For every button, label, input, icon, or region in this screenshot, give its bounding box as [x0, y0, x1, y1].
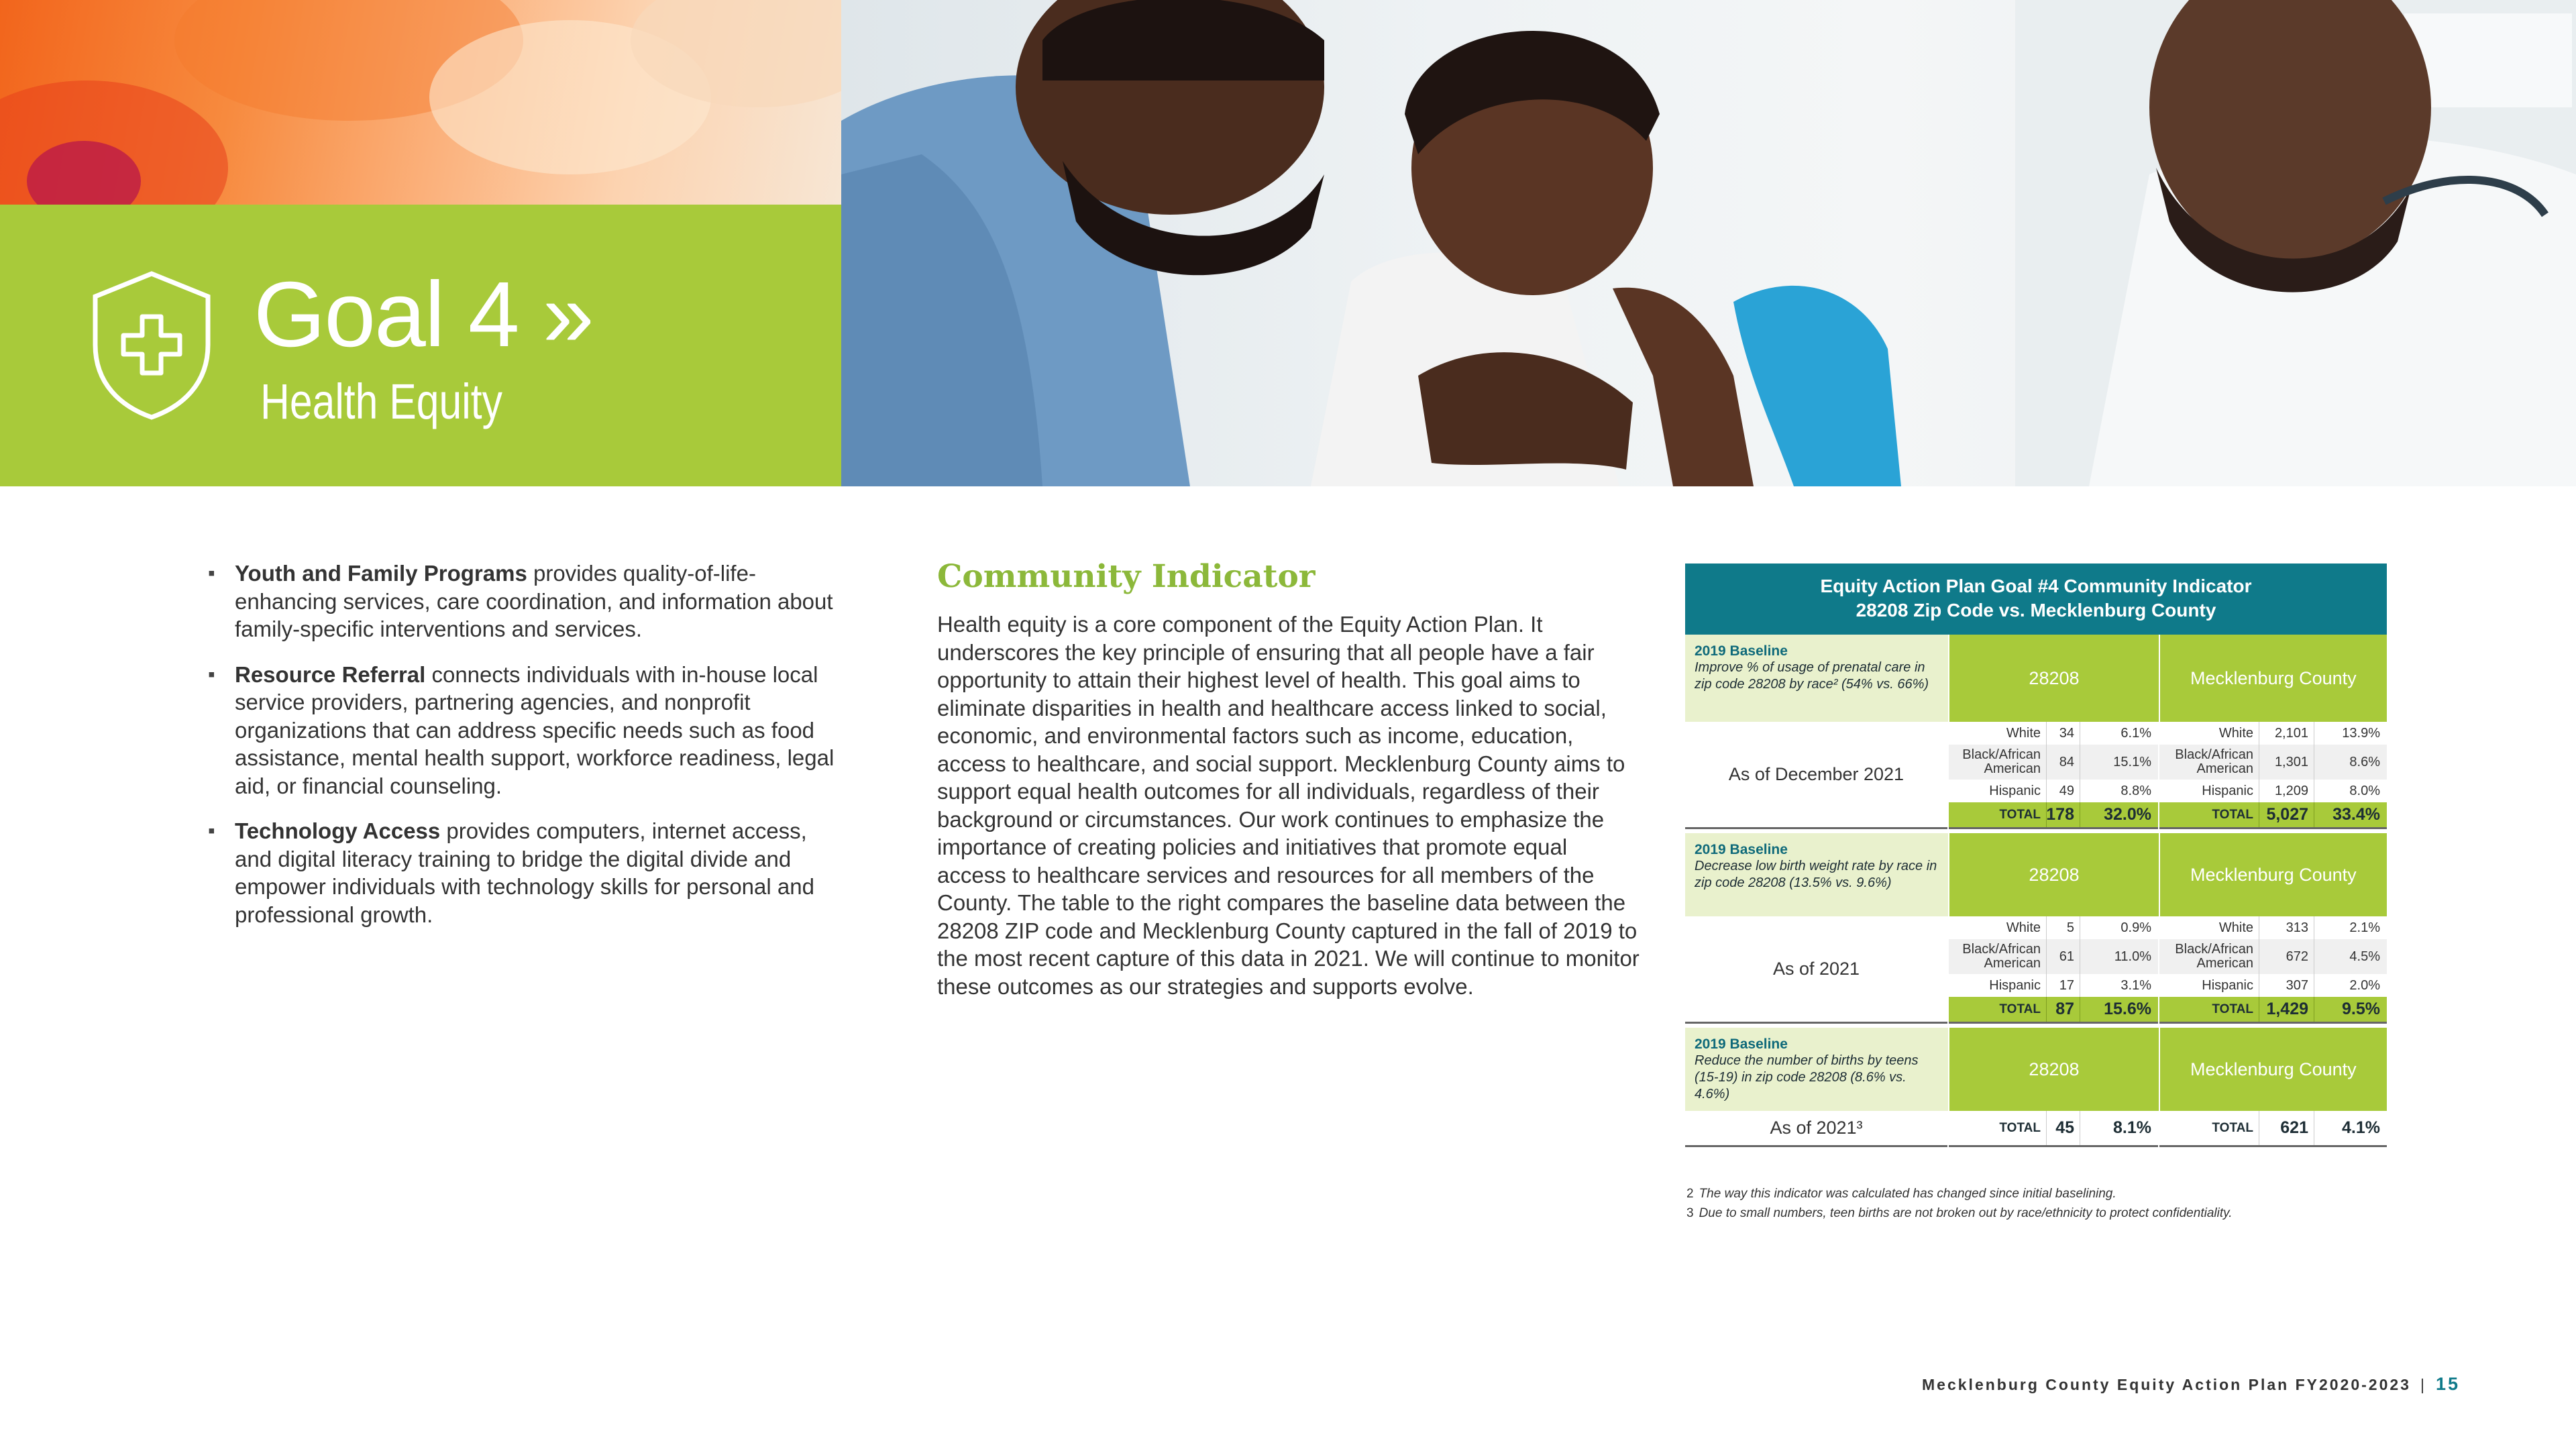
- row-percent: 6.1%: [2080, 722, 2158, 745]
- table-row: [2159, 939, 2387, 974]
- bullet-text: provides quality-of-life-enhancing services, care coordination, and information about family-specific interventions and services.: [235, 561, 833, 641]
- row-percent: 15.1%: [2080, 745, 2158, 780]
- footer-separator: |: [2420, 1376, 2426, 1393]
- row-count: 17: [2046, 974, 2080, 997]
- bullet-text: provides computers, internet access, and digital literacy training to bridge the digital divide and empower individuals with technology skills for personal and professional growth.: [235, 818, 814, 927]
- bullet-text: connects individuals with in-house local service providers, partnering agencies, and nonprofit organizations that can address specific needs such as food assistance, mental health support, workforce readiness, legal aid, or financial counseling.: [235, 661, 835, 798]
- table-row: [1949, 745, 2158, 780]
- table-title-line2: 28208 Zip Code vs. Mecklenburg County: [1856, 600, 2216, 621]
- row-label: White: [2218, 920, 2253, 935]
- section-header: [1685, 635, 2387, 722]
- baseline-cell: [1685, 1028, 1948, 1111]
- watercolor-art: [0, 0, 841, 205]
- table-row: [2159, 916, 2387, 939]
- column-header-28208: 28208: [1949, 635, 2158, 722]
- section-header: [1685, 1028, 2387, 1111]
- county-subtable: [2159, 916, 2387, 1024]
- bullet-term: Technology Access: [235, 818, 441, 843]
- bullet-term: Resource Referral: [235, 661, 426, 687]
- row-count: 34: [2046, 722, 2080, 745]
- page-number: 15: [2435, 1374, 2460, 1394]
- row-count: 1,301: [2259, 745, 2314, 780]
- footnote-number: 2: [1686, 1187, 1694, 1201]
- total-row: [1685, 1111, 2387, 1147]
- row-count: 672: [2259, 939, 2314, 974]
- page-footer: [1922, 1374, 2460, 1395]
- row-label: Black/African American: [1962, 747, 2041, 776]
- total-count: 45: [2046, 1111, 2080, 1145]
- column-header-county: Mecklenburg County: [2160, 635, 2387, 722]
- row-percent: 2.0%: [2314, 974, 2387, 997]
- photo-illustration: [841, 0, 2576, 486]
- total-count: 1,429: [2259, 997, 2314, 1022]
- baseline-label: 2019 Baseline: [1695, 1036, 1788, 1052]
- table-row: [1949, 780, 2158, 802]
- total-count: 87: [2046, 997, 2080, 1022]
- as-of-label: As of 2021³: [1685, 1111, 1947, 1147]
- section-header: [1685, 833, 2387, 916]
- total-row: [2159, 802, 2387, 829]
- row-percent: 2.1%: [2314, 916, 2387, 939]
- total-row: [1949, 802, 2158, 829]
- section-body: [1685, 916, 2387, 1024]
- row-percent: 3.1%: [2080, 974, 2158, 997]
- footnote: [1686, 1184, 2232, 1203]
- column-header-28208: 28208: [1949, 833, 2158, 916]
- row-label: Hispanic: [2202, 977, 2253, 993]
- list-item: [208, 817, 845, 928]
- table-row: [1949, 939, 2158, 974]
- total-percent: 33.4%: [2314, 802, 2387, 827]
- row-percent: 0.9%: [2080, 916, 2158, 939]
- total-percent: 15.6%: [2080, 997, 2158, 1022]
- header-photo: [841, 0, 2576, 486]
- county-total-cell: [2159, 1111, 2387, 1147]
- row-label: Black/African American: [2175, 942, 2253, 971]
- program-bullet-list: [208, 559, 845, 946]
- row-label: Hispanic: [1989, 783, 2041, 798]
- row-percent: 13.9%: [2314, 722, 2387, 745]
- footnote: [1686, 1203, 2232, 1223]
- shield-cross-icon: [89, 270, 215, 420]
- bullet-icon: ▪: [208, 820, 215, 842]
- row-count: 1,209: [2259, 780, 2314, 802]
- community-indicator-heading: Community Indicator: [937, 558, 1316, 595]
- row-count: 313: [2259, 916, 2314, 939]
- row-count: 5: [2046, 916, 2080, 939]
- county-subtable: [2159, 722, 2387, 829]
- bullet-term: Youth and Family Programs: [235, 561, 527, 586]
- table-title-line1: Equity Action Plan Goal #4 Community Indicator: [1820, 576, 2252, 596]
- total-label: TOTAL: [2212, 1002, 2253, 1016]
- total-label: TOTAL: [1999, 1002, 2041, 1016]
- zip-subtable: [1949, 916, 2158, 1024]
- table-row: [2159, 722, 2387, 745]
- total-label: TOTAL: [2212, 808, 2253, 822]
- table-row: [1949, 916, 2158, 939]
- list-item: [208, 559, 845, 643]
- row-label: White: [2006, 920, 2041, 935]
- row-label: Black/African American: [2175, 747, 2253, 776]
- goal-subtitle: Health Equity: [260, 374, 502, 429]
- total-count: 178: [2046, 802, 2080, 827]
- section-body: [1685, 722, 2387, 829]
- row-percent: 4.5%: [2314, 939, 2387, 974]
- table-header: [1685, 564, 2387, 635]
- table-row: [1949, 722, 2158, 745]
- row-percent: 11.0%: [2080, 939, 2158, 974]
- row-count: 307: [2259, 974, 2314, 997]
- row-percent: 8.6%: [2314, 745, 2387, 780]
- row-percent: 8.0%: [2314, 780, 2387, 802]
- goal-title: Goal 4 »: [254, 263, 593, 366]
- total-percent: 4.1%: [2314, 1111, 2387, 1145]
- baseline-desc: Decrease low birth weight rate by race in zip code 28208 (13.5% vs. 9.6%): [1695, 859, 1937, 890]
- total-row: [1949, 997, 2158, 1024]
- row-count: 49: [2046, 780, 2080, 802]
- community-indicator-body: Health equity is a core component of the Equity Action Plan. It underscores the key principle of ensuring that all people have a fair opportunity to attain their highest level of health. This goal aims to eliminate disparities in health and healthcare access linked to social, economic, and environmental factors such as income, education, access to healthcare, and social support. Mecklenburg County aims to support equal health outcomes for all individuals, regardless of their background or circumstances. Our work continues to emphasize the importance of creating policies and initiatives that promote equal access to healthcare services and resources for all members of the County. The table to the right compares the baseline data between the 28208 ZIP code and Mecklenburg County captured in the fall of 2019 to the most recent capture of this data in 2021. We will continue to monitor these outcomes as our strategies and supports evolve.: [937, 612, 1640, 999]
- table-row: [2159, 745, 2387, 780]
- bullet-icon: ▪: [208, 663, 215, 686]
- total-row: [2159, 997, 2387, 1024]
- total-label: TOTAL: [2212, 1120, 2253, 1135]
- row-label: Hispanic: [1989, 977, 2041, 993]
- footnote-text: Due to small numbers, teen births are not broken out by race/ethnicity to protect confidentiality.: [1699, 1206, 2233, 1220]
- as-of-label: As of 2021: [1685, 916, 1947, 1024]
- row-count: 84: [2046, 745, 2080, 780]
- footnotes: [1686, 1184, 2232, 1223]
- zip-subtable: [1949, 722, 2158, 829]
- row-label: Hispanic: [2202, 783, 2253, 798]
- footer-title: Mecklenburg County Equity Action Plan FY2020-2023: [1922, 1376, 2411, 1393]
- row-label: White: [2218, 725, 2253, 741]
- row-percent: 8.8%: [2080, 780, 2158, 802]
- total-count: 621: [2259, 1111, 2314, 1145]
- total-percent: 32.0%: [2080, 802, 2158, 827]
- baseline-label: 2019 Baseline: [1695, 842, 1788, 857]
- table-row: [1949, 974, 2158, 997]
- row-count: 2,101: [2259, 722, 2314, 745]
- bullet-icon: ▪: [208, 562, 215, 584]
- baseline-cell: [1685, 635, 1948, 722]
- baseline-desc: Improve % of usage of prenatal care in zip code 28208 by race² (54% vs. 66%): [1695, 660, 1929, 692]
- total-label: TOTAL: [1999, 1120, 2041, 1135]
- column-header-county: Mecklenburg County: [2160, 1028, 2387, 1111]
- baseline-label: 2019 Baseline: [1695, 643, 1788, 659]
- footnote-text: The way this indicator was calculated has changed since initial baselining.: [1699, 1187, 2116, 1201]
- row-label: White: [2006, 725, 2041, 741]
- baseline-desc: Reduce the number of births by teens (15-19) in zip code 28208 (8.6% vs. 4.6%): [1695, 1053, 1919, 1102]
- total-percent: 9.5%: [2314, 997, 2387, 1022]
- as-of-label: As of December 2021: [1685, 722, 1947, 829]
- total-percent: 8.1%: [2080, 1111, 2158, 1145]
- column-header-28208: 28208: [1949, 1028, 2158, 1111]
- total-count: 5,027: [2259, 802, 2314, 827]
- row-count: 61: [2046, 939, 2080, 974]
- table-row: [2159, 974, 2387, 997]
- total-label: TOTAL: [1999, 808, 2041, 822]
- header-banner: [0, 0, 2576, 486]
- zip-total-cell: [1949, 1111, 2158, 1147]
- table-row: [2159, 780, 2387, 802]
- row-label: Black/African American: [1962, 942, 2041, 971]
- footnote-number: 3: [1686, 1206, 1694, 1220]
- column-header-county: Mecklenburg County: [2160, 833, 2387, 916]
- list-item: [208, 661, 845, 800]
- indicator-table: [1685, 564, 2387, 1147]
- baseline-cell: [1685, 833, 1948, 916]
